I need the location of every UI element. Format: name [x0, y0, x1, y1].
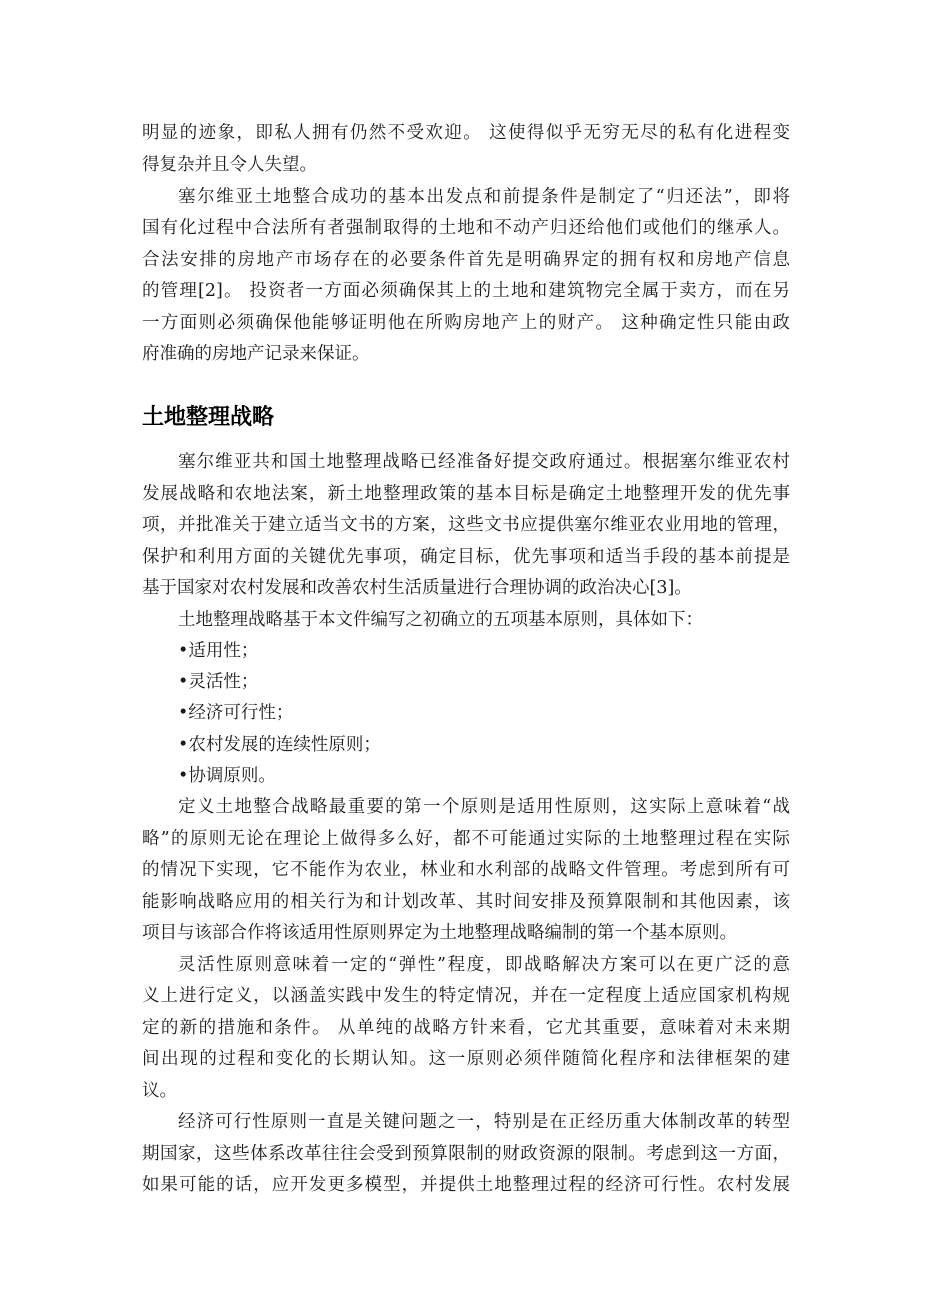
list-item: •经济可行性；: [178, 703, 294, 723]
text-line: 发展战略和农地法案，新土地整理政策的基本目标是确定土地整理开发的优先事: [142, 484, 790, 504]
text-line: 项目与该部合作将该适用性原则界定为土地整理战略编制的第一个基本原则。: [142, 923, 737, 943]
text-line: 项，并批准关于建立适当文书的方案，这些文书应提供塞尔维亚农业用地的管理，: [142, 515, 790, 535]
text-line: 明显的迹象，即私人拥有仍然不受欢迎。 这使得似乎无穷无尽的私有化进程变: [142, 123, 790, 143]
text-line: 能影响战略应用的相关行为和计划改革、其时间安排及预算限制和其他因素，该: [142, 892, 790, 912]
list-item: •适用性；: [178, 641, 259, 661]
text-line: 国有化过程中合法所有者强制取得的土地和不动产归还给他们或他们的继承人。: [142, 218, 790, 238]
list-item: •灵活性；: [178, 672, 259, 692]
text-line: 议。: [142, 1081, 177, 1101]
text-line: 期国家，这些体系改革往往会受到预算限制的财政资源的限制。考虑到这一方面，: [142, 1144, 790, 1164]
text-line: 定的新的措施和条件。 从单纯的战略方针来看，它尤其重要，意味着对未来期: [142, 1018, 790, 1038]
text-line: 得复杂并且令人失望。: [142, 155, 317, 175]
text-line: 合法安排的房地产市场存在的必要条件首先是明确界定的拥有权和房地产信息: [142, 250, 790, 270]
text-line: 略”的原则无论在理论上做得多么好，都不可能通过实际的土地整理过程在实际: [142, 829, 790, 849]
text-line: 土地整理战略基于本文件编写之初确立的五项基本原则，具体如下：: [178, 610, 703, 630]
text-line: 的管理[2]。 投资者一方面必须确保其上的土地和建筑物完全属于卖方，而在另: [142, 281, 790, 301]
text-line: 经济可行性原则一直是关键问题之一，特别是在正经历重大体制改革的转型: [178, 1112, 790, 1132]
list-item: •协调原则。: [178, 766, 276, 786]
section-heading: 土地整理战略: [142, 405, 275, 430]
text-line: 基于国家对农村发展和改善农村生活质量进行合理协调的政治决心[3]。: [142, 578, 692, 598]
text-line: 定义土地整合战略最重要的第一个原则是适用性原则，这实际上意味着“战: [178, 797, 790, 817]
text-line: 义上进行定义，以涵盖实践中发生的特定情况，并在一定程度上适应国家机构规: [142, 986, 790, 1006]
text-line: 灵活性原则意味着一定的“弹性”程度，即战略解决方案可以在更广泛的意: [178, 955, 790, 975]
text-line: 间出现的过程和变化的长期认知。这一原则必须伴随简化程序和法律框架的建: [142, 1049, 790, 1069]
text-line: 如果可能的话，应开发更多模型，并提供土地整理过程的经济可行性。农村发展: [142, 1175, 790, 1195]
text-line: 府准确的房地产记录来保证。: [142, 344, 370, 364]
list-item: •农村发展的连续性原则；: [178, 735, 381, 755]
text-line: 一方面则必须确保他能够证明他在所购房地产上的财产。 这种确定性只能由政: [142, 313, 790, 333]
text-line: 塞尔维亚共和国土地整理战略已经准备好提交政府通过。根据塞尔维亚农村: [178, 452, 790, 472]
text-line: 的情况下实现，它不能作为农业，林业和水利部的战略文件管理。考虑到所有可: [142, 860, 790, 880]
text-line: 保护和利用方面的关键优先事项，确定目标，优先事项和适当手段的基本前提是: [142, 547, 790, 567]
text-line: 塞尔维亚土地整合成功的基本出发点和前提条件是制定了“归还法”，即将: [178, 187, 790, 207]
